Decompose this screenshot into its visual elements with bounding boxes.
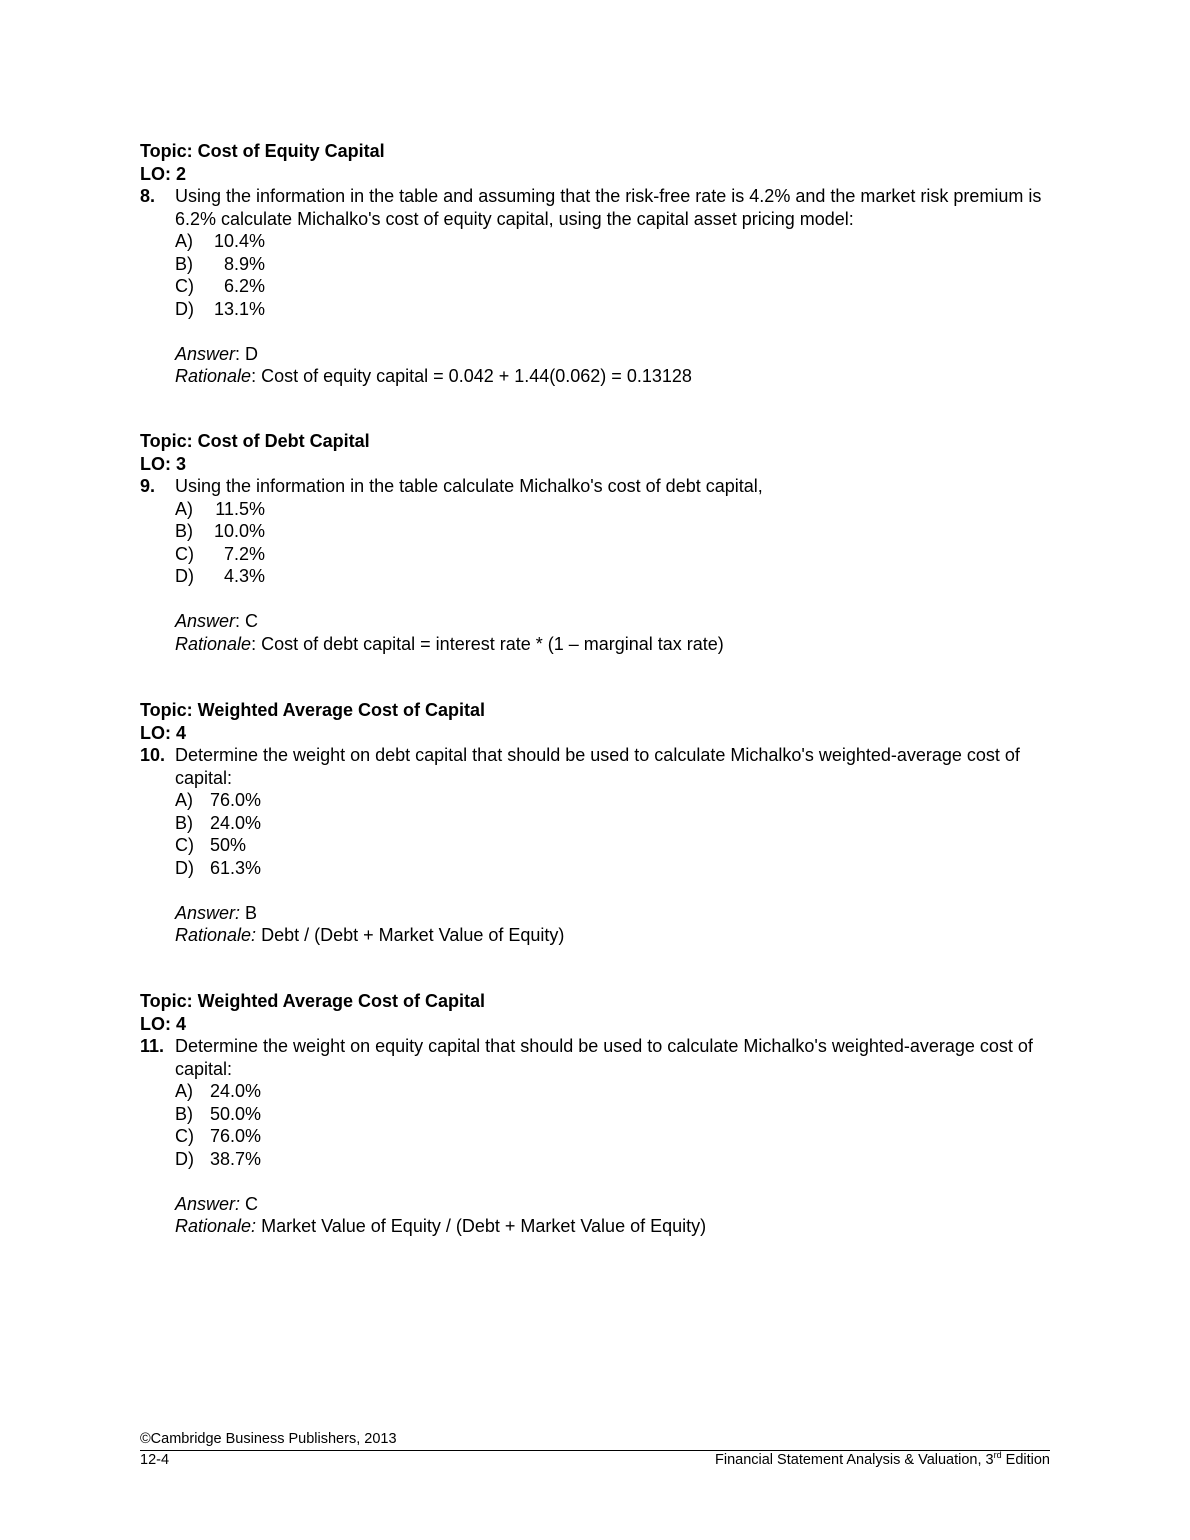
answer-block (175, 610, 1050, 655)
answer-line (175, 902, 1050, 925)
option-value: 6.2% (223, 276, 265, 296)
option-label: D) (175, 566, 194, 586)
option-label: B) (175, 253, 193, 274)
option-label: D) (175, 857, 194, 878)
topic-heading: Topic: Weighted Average Cost of Capital (140, 991, 486, 1011)
option-list (175, 498, 1050, 588)
question-number: 9. (140, 476, 156, 496)
rationale-label: Rationale: (175, 1216, 257, 1236)
answer-label: Answer: (175, 1193, 241, 1214)
learning-objective: LO: 4 (140, 1013, 187, 1034)
option-a (175, 498, 1050, 521)
option-label: A) (175, 1081, 193, 1101)
option-a (175, 789, 1050, 812)
question-number: 10. (140, 745, 166, 765)
question-number: 11. (140, 1036, 165, 1056)
option-value: 13.1% (213, 298, 265, 319)
question-block (140, 990, 1050, 1238)
question-text: Using the information in the table and assuming that the risk-free rate is 4.2% and the market risk premium is 6.2% calculate Michalko's cost of equity capital, using the capital asset pricing model: (175, 186, 1042, 229)
option-value: 38.7% (210, 1148, 262, 1169)
option-c (175, 834, 1050, 857)
rationale-text: Cost of debt capital = interest rate * (1 – marginal tax rate) (261, 633, 724, 654)
question-text: Using the information in the table calculate Michalko's cost of debt capital, (175, 476, 763, 496)
rationale-line (175, 365, 1050, 388)
option-value: 8.9% (223, 253, 265, 274)
book-title-ordinal: rd (993, 1450, 1002, 1461)
rationale-separator: : (251, 633, 262, 654)
option-value: 24.0% (210, 1081, 262, 1101)
copyright-notice: ©Cambridge Business Publishers, 2013 (140, 1431, 397, 1447)
option-value: 11.5% (215, 498, 265, 519)
question-block (140, 699, 1050, 947)
option-value: 10.4% (213, 231, 265, 251)
learning-objective: LO: 3 (140, 453, 187, 474)
rationale-separator: : (251, 366, 262, 386)
question-text: Determine the weight on equity capital that should be used to calculate Michalko's weighted-average cost of capital: (175, 1036, 1033, 1079)
answer-value: D (245, 343, 259, 364)
option-value: 76.0% (210, 1126, 262, 1146)
option-label: D) (175, 298, 194, 319)
rationale-label: Rationale (175, 633, 252, 654)
answer-line (175, 343, 1050, 366)
option-label: C) (175, 1126, 194, 1146)
answer-value: C (245, 611, 259, 631)
option-value: 24.0% (210, 812, 262, 833)
topic-heading: Topic: Cost of Equity Capital (140, 141, 385, 161)
option-label: B) (175, 1103, 193, 1124)
book-title (715, 1451, 1050, 1470)
answer-separator: : (235, 611, 246, 631)
page-footer (140, 1430, 1050, 1470)
option-label: A) (175, 231, 193, 251)
option-label: C) (175, 543, 194, 564)
rationale-label: Rationale: (175, 925, 257, 945)
rationale-line (175, 924, 1050, 947)
question-stem (140, 475, 1050, 498)
option-label: A) (175, 498, 193, 519)
rationale-label: Rationale (175, 366, 252, 386)
option-label: A) (175, 790, 193, 810)
topic-heading: Topic: Weighted Average Cost of Capital (140, 700, 486, 720)
page-number: 12-4 (140, 1452, 170, 1468)
option-value: 61.3% (210, 857, 262, 878)
option-value: 10.0% (213, 521, 265, 541)
question-stem (140, 744, 1050, 789)
answer-block (175, 343, 1050, 388)
answer-separator: : (235, 343, 246, 364)
learning-objective: LO: 2 (140, 163, 187, 184)
answer-block (175, 902, 1050, 947)
footer-row (140, 1451, 1050, 1470)
option-b (175, 812, 1050, 835)
answer-line (175, 610, 1050, 633)
option-d (175, 857, 1050, 880)
option-label: C) (175, 835, 194, 855)
option-value: 50% (210, 835, 247, 855)
rationale-text: Market Value of Equity / (Debt + Market Value of Equity) (261, 1216, 707, 1236)
question-stem (140, 185, 1050, 230)
question-text: Determine the weight on debt capital that should be used to calculate Michalko's weighted-average cost of capital: (175, 745, 1020, 788)
topic-heading: Topic: Cost of Debt Capital (140, 431, 370, 451)
option-c (175, 1125, 1050, 1148)
answer-value: B (245, 902, 258, 923)
option-label: D) (175, 1148, 194, 1169)
option-c (175, 543, 1050, 566)
answer-block (175, 1193, 1050, 1238)
question-block (140, 140, 1050, 388)
answer-label: Answer: (175, 902, 241, 923)
option-value: 4.3% (223, 566, 265, 586)
option-list (175, 230, 1050, 320)
rationale-text: Debt / (Debt + Market Value of Equity) (261, 925, 565, 945)
option-label: B) (175, 521, 193, 541)
option-label: C) (175, 276, 194, 296)
option-a (175, 1080, 1050, 1103)
rationale-line (175, 1215, 1050, 1238)
book-title-prefix: Financial Statement Analysis & Valuation, 3 (715, 1452, 994, 1468)
rationale-line (175, 633, 1050, 656)
option-list (175, 1080, 1050, 1170)
book-title-suffix: Edition (1001, 1452, 1050, 1468)
option-list (175, 789, 1050, 879)
answer-label: Answer (175, 611, 236, 631)
option-label: B) (175, 812, 193, 833)
option-value: 76.0% (210, 790, 262, 810)
option-d (175, 298, 1050, 321)
question-stem (140, 1035, 1050, 1080)
option-b (175, 1103, 1050, 1126)
option-value: 50.0% (210, 1103, 262, 1124)
rationale-text: Cost of equity capital = 0.042 + 1.44(0.062) = 0.13128 (261, 366, 692, 386)
answer-label: Answer (175, 343, 236, 364)
learning-objective: LO: 4 (140, 722, 187, 743)
option-d (175, 1148, 1050, 1171)
option-c (175, 275, 1050, 298)
question-block (140, 430, 1050, 655)
question-number: 8. (140, 186, 156, 206)
option-a (175, 230, 1050, 253)
answer-line (175, 1193, 1050, 1216)
option-b (175, 253, 1050, 276)
option-b (175, 520, 1050, 543)
option-d (175, 565, 1050, 588)
option-value: 7.2% (223, 543, 265, 564)
answer-value: C (245, 1193, 259, 1214)
